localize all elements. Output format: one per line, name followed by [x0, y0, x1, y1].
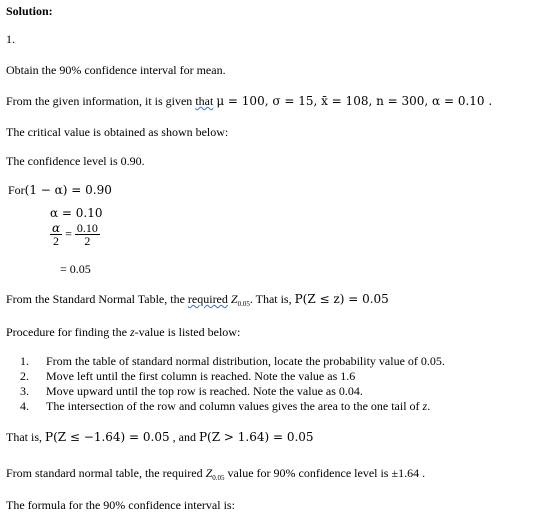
z-subscript: 0.05	[237, 300, 250, 308]
probability-right-tail: P(Z > 1.64) = 0.05	[198, 430, 314, 444]
list-item: 4. The intersection of the row and column values gives the area to the one tail of z.	[20, 399, 431, 413]
equation-line-4: = 0.05	[60, 262, 91, 276]
objective-text: Obtain the 90% confidence interval for mean.	[6, 63, 226, 77]
procedure-intro: Procedure for finding the z-value is listed below:	[6, 325, 241, 339]
standard-table-sentence	[6, 292, 389, 311]
given-values: μ = 100, σ = 15, x̄ = 108, n = 300, α = 0.10 .	[216, 94, 493, 108]
solution-heading: Solution:	[6, 4, 53, 18]
that-is-statement: That is, P(Z ≤ −1.64) = 0.05 , and P(Z > 1.64) = 0.05	[6, 430, 314, 444]
given-prefix: From the given information, it is given	[6, 94, 193, 108]
z-symbol: Z	[230, 292, 238, 306]
confidence-level: The confidence level is 0.90.	[6, 154, 145, 168]
probability-statement: P(Z ≤ z) = 0.05	[294, 292, 389, 306]
point-one-over-two: $\frac{0.10}{2}$	[76, 221, 98, 248]
equals-sign: =	[65, 226, 72, 241]
equation-for-label: For	[8, 183, 25, 197]
list-item: 1. From the table of standard normal distribution, locate the probability value of 0.05.	[20, 354, 445, 368]
table-sentence-required: required	[187, 292, 228, 306]
critical-intro: The critical value is obtained as shown below:	[6, 125, 229, 139]
table-sentence-mid: . That is,	[249, 292, 292, 306]
list-item: 2. Move left until the first column is reached. Note the value as 1.6	[20, 369, 356, 383]
z-value-statement: From standard normal table, the required $Z_{0.05}$ value for 90% confidence level is ±1.64 .	[6, 466, 426, 482]
list-item: 3. Move upward until the top row is reached. Note the value as 0.04.	[20, 384, 363, 398]
given-information	[6, 94, 492, 108]
probability-left-tail: P(Z ≤ −1.64) = 0.05	[45, 430, 170, 444]
given-that: that	[195, 94, 214, 108]
part-number: 1.	[6, 32, 15, 46]
alpha-over-two: $\frac{\alpha}{2}$	[52, 221, 61, 248]
formula-intro: The formula for the 90% confidence interval is:	[6, 498, 235, 512]
table-sentence-pre: From the Standard Normal Table, the	[6, 292, 185, 306]
equation-1: (1 − α) = 0.90	[24, 183, 112, 197]
equation-line-1	[8, 183, 112, 197]
equation-line-2: α = 0.10	[50, 206, 103, 220]
equation-line-3	[50, 222, 100, 247]
